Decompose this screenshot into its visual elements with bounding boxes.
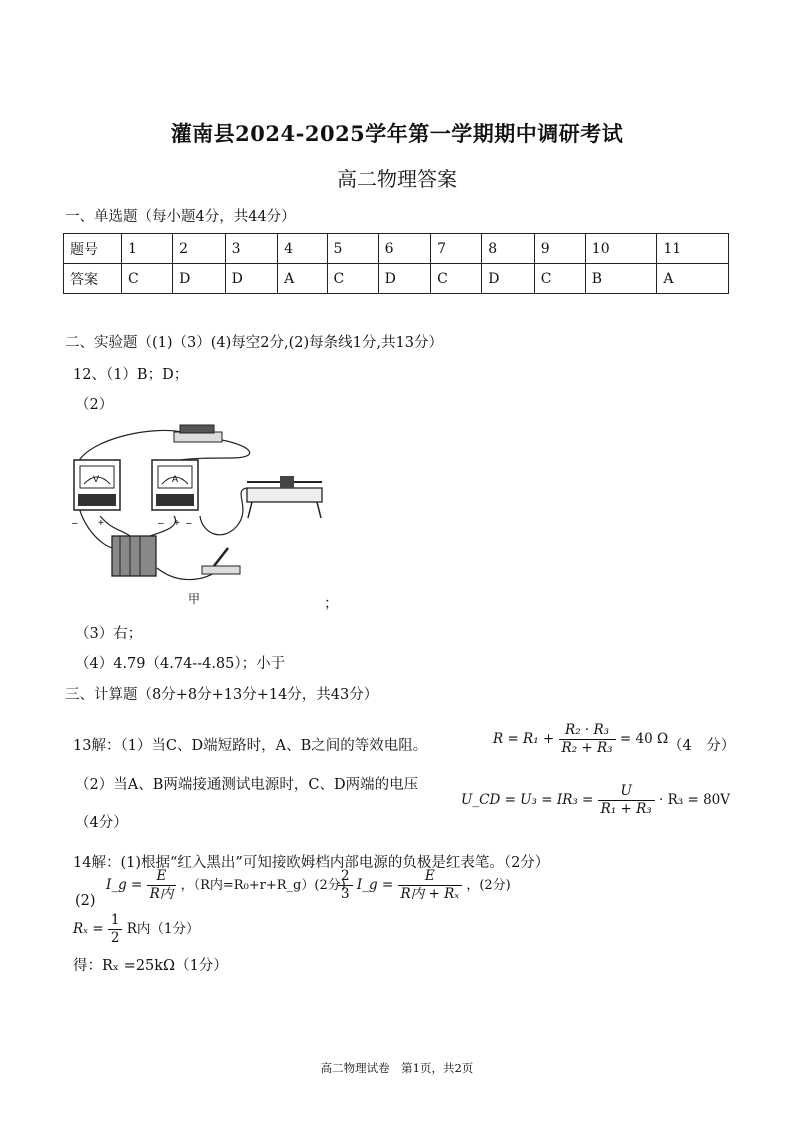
- question-number: 7: [431, 234, 482, 264]
- row-label-number: 题号: [64, 234, 122, 264]
- fraction: $\frac{E}{\text{R内 + Rₓ}}$: [398, 868, 463, 903]
- q12-part2: （2）: [75, 397, 114, 413]
- svg-text:+: +: [98, 518, 104, 529]
- table-row: [64, 234, 729, 264]
- q13-score2: （4分）: [75, 815, 128, 831]
- svg-text:+: +: [174, 518, 180, 529]
- answer-cell: D: [378, 264, 431, 294]
- fraction: $\frac{\text{R₂ · R₃}}{\text{R₂ + R₃}}$: [559, 722, 616, 757]
- q13-formula2: U_CD = U₃ = IR₃ = $\frac{U}{\text{R₁ + R₃}}$ · R₃ = 80V: [461, 783, 730, 817]
- question-number: 9: [534, 234, 585, 264]
- q14-result: 得：Rₓ =25kΩ（1分）: [73, 958, 228, 974]
- q14-formula-c: Rₓ = $\frac{1}{2}$ R内（1分）: [73, 912, 200, 946]
- section3-heading: 三、计算题（8分+8分+13分+14分，共43分）: [65, 687, 379, 703]
- q12-part1: 12、（1）B；D；: [73, 367, 189, 383]
- fraction: $\frac{2}{3}$: [338, 868, 353, 903]
- question-number: 8: [482, 234, 535, 264]
- answer-cell: D: [173, 264, 226, 294]
- question-number: 1: [122, 234, 173, 264]
- question-number: 6: [378, 234, 431, 264]
- fraction: $\frac{1}{2}$: [108, 912, 123, 947]
- knife-switch-icon: [202, 548, 240, 574]
- q13-part2: （2）当A、B两端接通测试电源时，C、D两端的电压: [75, 777, 419, 793]
- figure-semicolon: ；: [324, 596, 339, 612]
- answer-cell: C: [431, 264, 482, 294]
- table-row: [64, 264, 729, 294]
- q14-part1: 14解：(1)根据“红入黑出”可知接欧姆档内部电源的负极是红表笔。（2分）: [73, 855, 550, 871]
- answer-cell: B: [585, 264, 657, 294]
- battery-icon: [112, 536, 156, 576]
- section2-heading: 二、实验题（(1)（3）(4)每空2分,(2)每条线1分,共13分）: [65, 335, 443, 351]
- page-subtitle: 高二物理答案: [337, 167, 457, 191]
- answer-table: [63, 233, 729, 294]
- rheostat-icon: [247, 476, 322, 518]
- q14-formula-b: $\frac{2}{3}$ I_g = $\frac{E}{\text{R内 + Rₓ}}$ ，(2分): [338, 868, 511, 903]
- svg-text:–: –: [158, 518, 164, 529]
- fraction: $\frac{U}{\text{R₁ + R₃}}$: [598, 783, 655, 818]
- q13-part1: 13解：（1）当C、D端短路时，A、B之间的等效电阻。: [73, 738, 428, 754]
- answer-cell: A: [278, 264, 327, 294]
- q12-part3: （3）右；: [75, 626, 143, 642]
- answer-cell: D: [225, 264, 278, 294]
- row-label-answer: 答案: [64, 264, 122, 294]
- question-number: 2: [173, 234, 226, 264]
- question-number: 11: [657, 234, 729, 264]
- fraction: $\frac{E}{\text{R内}}$: [147, 868, 177, 903]
- answer-cell: A: [657, 264, 729, 294]
- q14-part2-label: (2): [75, 893, 96, 909]
- page-title: 灌南县2024-2025学年第一学期期中调研考试: [170, 121, 624, 146]
- switch-top-icon: [174, 425, 222, 442]
- answer-cell: C: [327, 264, 378, 294]
- voltmeter-label: V: [93, 474, 100, 484]
- svg-text:–: –: [186, 518, 192, 529]
- circuit-diagram: [62, 418, 342, 593]
- page-footer: 高二物理试卷 第1页，共2页: [320, 1061, 474, 1075]
- question-number: 10: [585, 234, 657, 264]
- figure-label: 甲: [188, 592, 201, 606]
- section1-heading: 一、单选题（每小题4分，共44分）: [65, 209, 296, 225]
- answer-cell: C: [122, 264, 173, 294]
- ammeter-icon: [152, 460, 198, 529]
- svg-text:–: –: [72, 518, 78, 529]
- question-number: 4: [278, 234, 327, 264]
- answer-cell: D: [482, 264, 535, 294]
- question-number: 5: [327, 234, 378, 264]
- q12-part4: （4）4.79（4.74--4.85）；小于: [75, 656, 286, 672]
- q13-score1: （4 分）: [668, 738, 736, 754]
- q14-formula-a: I_g = $\frac{E}{\text{R内}}$ ，（R内=R₀+r+R_g）(2分): [106, 868, 346, 902]
- ammeter-label: A: [172, 474, 179, 484]
- q13-formula1: R = R₁ + $\frac{\text{R₂ · R₃}}{\text{R₂ + R₃}}$ = 40 Ω: [493, 722, 669, 756]
- question-number: 3: [225, 234, 278, 264]
- voltmeter-icon: [72, 460, 120, 529]
- answer-cell: C: [534, 264, 585, 294]
